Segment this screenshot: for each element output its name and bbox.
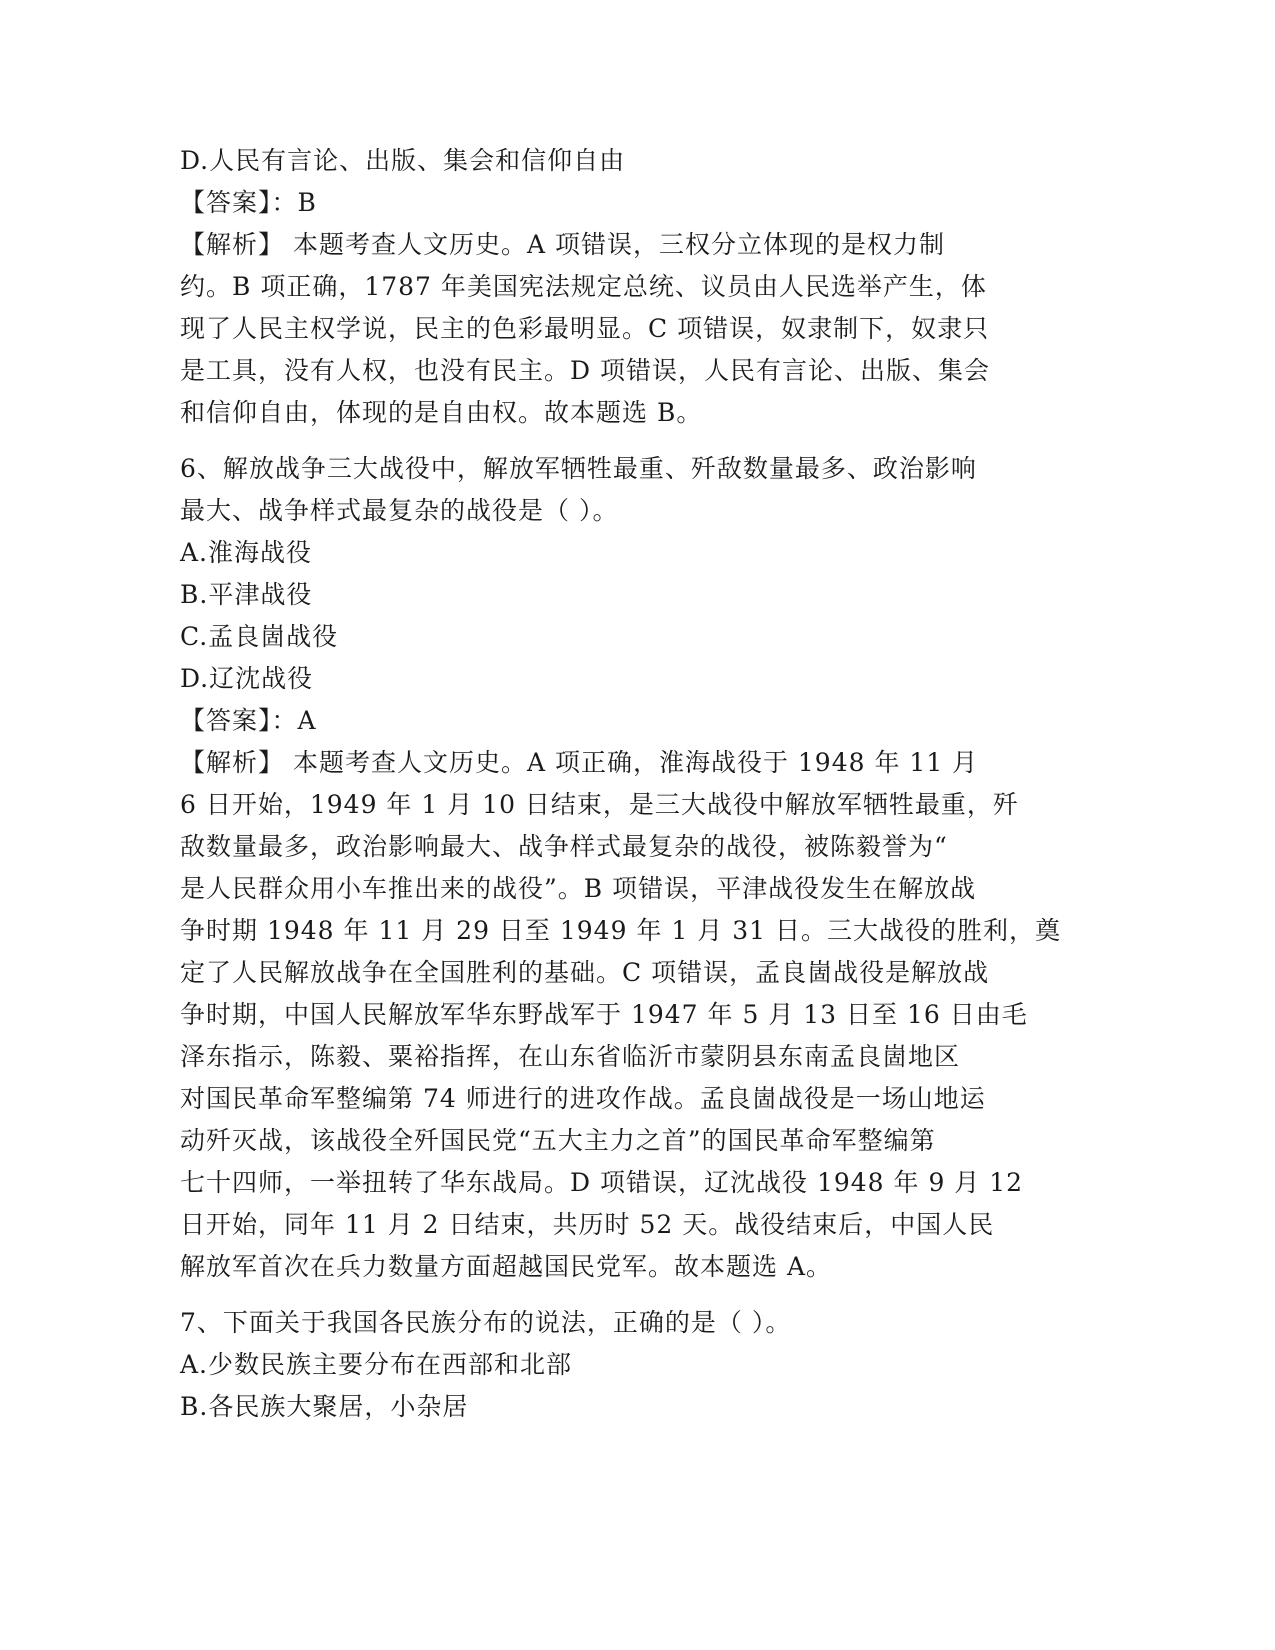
q6-analysis-line: 动歼灭战，该战役全歼国民党“五大主力之首”的国民革命军整编第 [180,1126,936,1155]
q6-analysis-line: 敌数量最多，政治影响最大、战争样式最复杂的战役，被陈毅誉为“ [180,832,948,861]
q6-analysis-line: 6 日开始，1949 年 1 月 10 日结束，是三大战役中解放军牺牲最重，歼 [180,790,1019,819]
q6-option-c: C.孟良崮战役 [180,622,339,651]
spacer [180,1288,1040,1302]
q6-analysis-line: 【解析】 本题考查人文历史。A 项正确，淮海战役于 1948 年 11 月 [180,748,979,777]
q6-option-a: A.淮海战役 [180,538,313,567]
q6-analysis-line: 泽东指示，陈毅、粟裕指挥，在山东省临沂市蒙阴县东南孟良崮地区 [180,1042,961,1071]
q5-analysis-line: 是工具，没有人权，也没有民主。D 项错误，人民有言论、出版、集会 [180,356,990,385]
q6-analysis-line: 定了人民解放战争在全国胜利的基础。C 项错误，孟良崮战役是解放战 [180,958,990,987]
q6-analysis-line: 争时期，中国人民解放军华东野战军于 1947 年 5 月 13 日至 16 日由毛 [180,1000,1028,1029]
spacer [180,434,1040,448]
q5-analysis-line: 约。B 项正确，1787 年美国宪法规定总统、议员由人民选举产生，体 [180,272,987,301]
q5-analysis-line: 和信仰自由，体现的是自由权。故本题选 B。 [180,398,703,427]
q6-stem-line: 最大、战争样式最复杂的战役是（ ）。 [180,496,619,525]
q6-answer: 【答案】：A [180,706,317,735]
q5-option-d: D.人民有言论、出版、集会和信仰自由 [180,146,626,175]
q5-answer: 【答案】：B [180,188,317,217]
document-page [180,140,1061,1428]
q5-analysis-line: 现了人民主权学说，民主的色彩最明显。C 项错误，奴隶制下，奴隶只 [180,314,990,343]
q7-option-b: B.各民族大聚居，小杂居 [180,1392,469,1421]
q6-stem-line: 6、解放战争三大战役中，解放军牺牲最重、歼敌数量最多、政治影响 [180,454,977,483]
q6-analysis-line: 日开始，同年 11 月 2 日结束，共历时 52 天。战役结束后，中国人民 [180,1210,995,1239]
q6-analysis-line: 是人民群众用小车推出来的战役”。B 项错误，平津战役发生在解放战 [180,874,977,903]
q6-analysis-line: 争时期 1948 年 11 月 29 日至 1949 年 1 月 31 日。三大战役的胜利，奠 [180,916,1061,945]
q7-stem: 7、下面关于我国各民族分布的说法，正确的是（ ）。 [180,1308,792,1337]
q6-analysis-line: 解放军首次在兵力数量方面超越国民党军。故本题选 A。 [180,1252,833,1281]
q6-option-b: B.平津战役 [180,580,313,609]
q7-option-a: A.少数民族主要分布在西部和北部 [180,1350,573,1379]
q6-analysis-line: 七十四师，一举扭转了华东战局。D 项错误，辽沈战役 1948 年 9 月 12 [180,1168,1024,1197]
q6-option-d: D.辽沈战役 [180,664,314,693]
q6-analysis-line: 对国民革命军整编第 74 师进行的进攻作战。孟良崮战役是一场山地运 [180,1084,986,1113]
q5-analysis-line: 【解析】 本题考查人文历史。A 项错误，三权分立体现的是权力制 [180,230,945,259]
